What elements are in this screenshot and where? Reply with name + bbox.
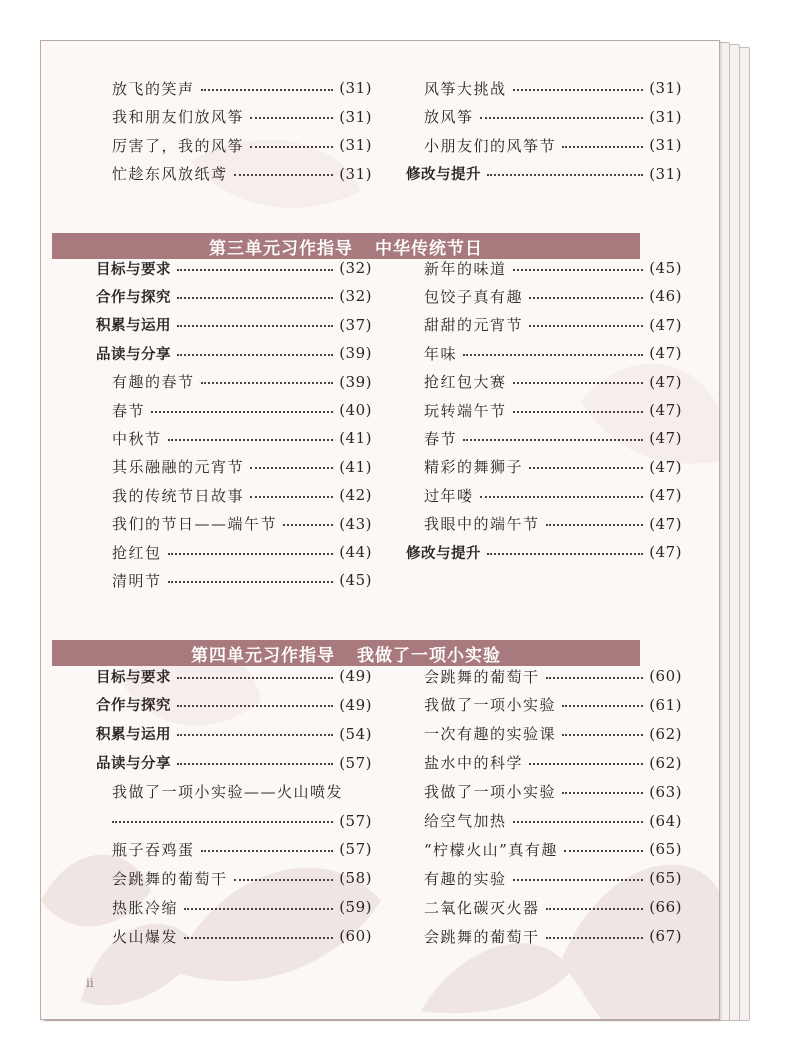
toc-entry-title: 包饺子真有趣 bbox=[424, 287, 524, 306]
toc-entry[interactable] bbox=[112, 482, 372, 508]
toc-entry-page: (47) bbox=[649, 429, 682, 448]
dot-leader bbox=[201, 88, 334, 91]
dot-leader bbox=[168, 438, 334, 441]
toc-entry-title: 精彩的舞狮子 bbox=[424, 458, 524, 477]
toc-entry-page: (49) bbox=[339, 667, 372, 685]
dot-leader bbox=[201, 849, 334, 852]
toc-entry[interactable] bbox=[112, 865, 372, 891]
dot-leader bbox=[463, 438, 643, 441]
toc-entry-title: 厉害了，我的风筝 bbox=[112, 136, 245, 155]
dot-leader bbox=[562, 791, 643, 794]
toc-entry[interactable] bbox=[112, 454, 372, 480]
toc-entry[interactable] bbox=[96, 692, 372, 718]
toc-entry-title: 给空气加热 bbox=[424, 812, 507, 830]
toc-entry[interactable] bbox=[112, 808, 372, 834]
dot-leader bbox=[177, 704, 333, 707]
dot-leader bbox=[250, 466, 333, 469]
dot-leader bbox=[177, 268, 333, 271]
toc-entry-page: (31) bbox=[339, 107, 372, 126]
toc-entry[interactable] bbox=[96, 663, 372, 689]
dot-leader bbox=[513, 410, 644, 413]
toc-entry[interactable] bbox=[424, 75, 682, 101]
toc-entry-page: (58) bbox=[339, 869, 372, 888]
dot-leader bbox=[463, 353, 643, 356]
toc-entry[interactable] bbox=[112, 425, 372, 451]
dot-leader bbox=[513, 820, 644, 823]
toc-entry-title: 其乐融融的元宵节 bbox=[112, 458, 245, 477]
dot-leader bbox=[177, 353, 333, 356]
toc-entry[interactable] bbox=[112, 397, 372, 423]
dot-leader bbox=[529, 324, 643, 327]
unit-banner-unit: 第三单元习作指导 bbox=[209, 238, 353, 259]
toc-entry-page: (57) bbox=[339, 811, 372, 830]
dot-leader bbox=[177, 762, 333, 765]
toc-entry-title: 积累与运用 bbox=[96, 318, 171, 335]
toc-entry[interactable] bbox=[424, 808, 682, 834]
toc-entry[interactable] bbox=[424, 923, 682, 949]
toc-entry[interactable] bbox=[112, 132, 372, 158]
toc-entry[interactable] bbox=[424, 721, 682, 747]
toc-entry-title: 目标与要求 bbox=[96, 261, 171, 278]
toc-entry[interactable] bbox=[424, 255, 682, 281]
toc-entry-page: (46) bbox=[649, 287, 682, 306]
toc-entry-title: 甜甜的元宵节 bbox=[424, 316, 524, 335]
toc-entry[interactable] bbox=[96, 255, 372, 281]
toc-entry-title: 二氧化碳灭火器 bbox=[424, 898, 540, 917]
unit-banner-topic: 我做了一项小实验 bbox=[357, 645, 501, 666]
toc-entry-page: (47) bbox=[649, 315, 682, 334]
dot-leader bbox=[529, 296, 643, 299]
toc-entry-page: (43) bbox=[339, 514, 372, 533]
toc-entry[interactable] bbox=[96, 750, 372, 776]
toc-entry-page: (44) bbox=[339, 543, 372, 561]
toc-entry-page: (47) bbox=[649, 514, 682, 533]
toc-entry[interactable] bbox=[406, 161, 682, 187]
dot-leader bbox=[168, 552, 334, 555]
toc-entry-page: (47) bbox=[649, 372, 682, 391]
toc-entry-title: 我做了一项小实验 bbox=[424, 696, 557, 715]
toc-entry[interactable] bbox=[424, 340, 682, 366]
toc-entry-page: (60) bbox=[339, 927, 372, 946]
dot-leader bbox=[562, 145, 643, 148]
toc-entry[interactable] bbox=[112, 104, 372, 130]
toc-entry-page: (31) bbox=[649, 79, 682, 97]
toc-entry-title: 有趣的实验 bbox=[424, 869, 507, 888]
toc-entry-page: (65) bbox=[649, 840, 682, 859]
toc-entry-page: (40) bbox=[339, 401, 372, 419]
dot-leader bbox=[234, 878, 334, 881]
toc-entry-page: (54) bbox=[339, 724, 372, 743]
dot-leader bbox=[562, 704, 643, 707]
toc-entry-page: (31) bbox=[339, 136, 372, 155]
toc-entry[interactable] bbox=[424, 283, 682, 309]
toc-entry[interactable] bbox=[112, 779, 372, 805]
toc-entry-title: 我们的节日——端午节 bbox=[112, 515, 278, 534]
toc-entry-page: (47) bbox=[649, 457, 682, 476]
toc-entry[interactable] bbox=[96, 312, 372, 338]
toc-entry-page: (66) bbox=[649, 898, 682, 917]
toc-entry-title: 小朋友们的风筝节 bbox=[424, 136, 557, 155]
toc-entry-page: (47) bbox=[649, 486, 682, 505]
toc-entry-page: (32) bbox=[339, 259, 372, 277]
toc-entry-page: (59) bbox=[339, 898, 372, 917]
toc-entry[interactable] bbox=[424, 692, 682, 718]
dot-leader bbox=[184, 936, 333, 939]
toc-entry-title: 中秋节 bbox=[112, 429, 162, 448]
toc-entry-page: (45) bbox=[649, 259, 682, 277]
toc-entry-title: 我的传统节日故事 bbox=[112, 486, 245, 505]
dot-leader bbox=[112, 820, 333, 823]
dot-leader bbox=[177, 324, 333, 327]
dot-leader bbox=[250, 495, 333, 498]
dot-leader bbox=[201, 381, 334, 384]
dot-leader bbox=[546, 936, 644, 939]
dot-leader bbox=[487, 173, 643, 176]
dot-leader bbox=[283, 523, 333, 526]
dot-leader bbox=[546, 676, 644, 679]
toc-entry-title: 放飞的笑声 bbox=[112, 79, 195, 98]
toc-entry-title: 瓶子吞鸡蛋 bbox=[112, 840, 195, 859]
page-number: ii bbox=[86, 976, 94, 990]
toc-entry-title: 热胀冷缩 bbox=[112, 898, 179, 917]
dot-leader bbox=[513, 268, 644, 271]
toc-entry-page: (65) bbox=[649, 869, 682, 888]
toc-entry-title: 积累与运用 bbox=[96, 727, 171, 744]
dot-leader bbox=[480, 116, 644, 119]
toc-entry[interactable] bbox=[424, 104, 682, 130]
toc-entry[interactable] bbox=[96, 283, 372, 309]
toc-entry-page: (47) bbox=[649, 543, 682, 561]
dot-leader bbox=[151, 410, 333, 413]
toc-entry-title: 春节 bbox=[112, 401, 146, 420]
toc-entry-page: (62) bbox=[649, 753, 682, 772]
dot-leader bbox=[529, 762, 643, 765]
toc-entry[interactable] bbox=[424, 894, 682, 920]
toc-entry-title: 春节 bbox=[424, 429, 458, 448]
toc-entry-page: (31) bbox=[339, 79, 372, 97]
toc-entry-page: (41) bbox=[339, 429, 372, 448]
toc-entry[interactable] bbox=[96, 340, 372, 366]
dot-leader bbox=[250, 116, 333, 119]
dot-leader bbox=[480, 495, 644, 498]
toc-entry-title: 合作与探究 bbox=[96, 289, 171, 306]
unit-banner-topic: 中华传统节日 bbox=[375, 238, 483, 259]
toc-entry-page: (49) bbox=[339, 695, 372, 714]
dot-leader bbox=[513, 88, 644, 91]
toc-entry-page: (39) bbox=[339, 344, 372, 363]
toc-entry-page: (64) bbox=[649, 811, 682, 830]
toc-entry[interactable] bbox=[112, 894, 372, 920]
toc-entry-title: 目标与要求 bbox=[96, 669, 171, 686]
toc-entry-page: (61) bbox=[649, 695, 682, 714]
toc-entry[interactable] bbox=[424, 397, 682, 423]
dot-leader bbox=[177, 676, 333, 679]
toc-entry-page: (62) bbox=[649, 724, 682, 743]
toc-entry[interactable] bbox=[112, 75, 372, 101]
toc-entry-page: (67) bbox=[649, 927, 682, 946]
toc-entry-title: 清明节 bbox=[112, 571, 162, 590]
toc-entry[interactable] bbox=[424, 511, 682, 537]
toc-entry-page: (31) bbox=[339, 164, 372, 183]
toc-entry[interactable] bbox=[112, 836, 372, 862]
toc-entry[interactable] bbox=[424, 482, 682, 508]
dot-leader bbox=[513, 381, 644, 384]
toc-entry[interactable] bbox=[112, 923, 372, 949]
dot-leader bbox=[177, 296, 333, 299]
toc-entry-title: 一次有趣的实验课 bbox=[424, 725, 557, 744]
toc-entry[interactable] bbox=[424, 312, 682, 338]
toc-entry-title: 盐水中的科学 bbox=[424, 754, 524, 773]
dot-leader bbox=[487, 552, 643, 555]
dot-leader bbox=[546, 907, 644, 910]
toc-entry-page: (45) bbox=[339, 571, 372, 590]
toc-entry-title: 合作与探究 bbox=[96, 698, 171, 715]
toc-entry-page: (41) bbox=[339, 457, 372, 476]
dot-leader bbox=[234, 173, 334, 176]
toc-entry-page: (63) bbox=[649, 782, 682, 801]
toc-entry[interactable] bbox=[424, 779, 682, 805]
dot-leader bbox=[546, 523, 644, 526]
toc-entry[interactable] bbox=[112, 539, 372, 565]
dot-leader bbox=[564, 849, 643, 852]
toc-entry-page: (32) bbox=[339, 287, 372, 306]
dot-leader bbox=[250, 145, 333, 148]
toc-entry-page: (57) bbox=[339, 840, 372, 859]
toc-entry-title: 年味 bbox=[424, 344, 458, 363]
toc-entry-page: (47) bbox=[649, 344, 682, 363]
toc-entry-title: “柠檬火山”真有趣 bbox=[424, 840, 558, 859]
toc-entry[interactable] bbox=[424, 836, 682, 862]
unit-banner-unit: 第四单元习作指导 bbox=[191, 645, 335, 666]
toc-entry-title: 过年喽 bbox=[424, 486, 474, 505]
toc-entry[interactable] bbox=[406, 539, 682, 565]
toc-entry-page: (42) bbox=[339, 486, 372, 505]
dot-leader bbox=[184, 907, 333, 910]
toc-entry[interactable] bbox=[424, 865, 682, 891]
toc-entry-title: 品读与分享 bbox=[96, 346, 171, 363]
toc-entry-page: (31) bbox=[649, 107, 682, 126]
toc-entry-page: (31) bbox=[649, 164, 682, 183]
toc-entry-page: (47) bbox=[649, 401, 682, 419]
toc-entry-title: 我眼中的端午节 bbox=[424, 515, 540, 534]
toc-entry[interactable] bbox=[424, 425, 682, 451]
toc-entry[interactable] bbox=[424, 750, 682, 776]
toc-entry-title: 我做了一项小实验 bbox=[424, 783, 557, 802]
toc-entry-title: 忙趁东风放纸鸢 bbox=[112, 165, 228, 184]
toc-entry[interactable] bbox=[112, 511, 372, 537]
toc-entry-title: 新年的味道 bbox=[424, 259, 507, 278]
toc-entry[interactable] bbox=[424, 454, 682, 480]
toc-entry-title: 会跳舞的葡萄干 bbox=[112, 869, 228, 888]
toc-entry-title: 火山爆发 bbox=[112, 927, 179, 946]
toc-entry[interactable] bbox=[112, 567, 372, 593]
toc-entry[interactable] bbox=[424, 132, 682, 158]
dot-leader bbox=[349, 792, 366, 793]
toc-entry-title: 玩转端午节 bbox=[424, 401, 507, 420]
toc-entry-page: (39) bbox=[339, 372, 372, 391]
toc-entry[interactable] bbox=[112, 369, 372, 395]
toc-entry-title: 修改与提升 bbox=[406, 545, 481, 562]
toc-entry-title: 抢红包 bbox=[112, 543, 162, 562]
dot-leader bbox=[529, 466, 643, 469]
toc-entry-title: 我做了一项小实验——火山喷发 bbox=[112, 783, 344, 802]
toc-entry-page: (60) bbox=[649, 667, 682, 685]
toc-entry-title: 风筝大挑战 bbox=[424, 79, 507, 98]
toc-entry-title: 品读与分享 bbox=[96, 756, 171, 773]
toc-entry[interactable] bbox=[424, 663, 682, 689]
toc-entry-page: (57) bbox=[339, 753, 372, 772]
toc-entry-title: 我和朋友们放风筝 bbox=[112, 108, 245, 127]
toc-entry-title: 有趣的春节 bbox=[112, 373, 195, 392]
dot-leader bbox=[562, 733, 643, 736]
dot-leader bbox=[168, 580, 334, 583]
toc-entry-title: 放风筝 bbox=[424, 108, 474, 127]
dot-leader bbox=[177, 733, 333, 736]
toc-entry-title: 抢红包大赛 bbox=[424, 373, 507, 392]
toc-entry[interactable] bbox=[96, 721, 372, 747]
toc-entry[interactable] bbox=[424, 369, 682, 395]
toc-entry-page: (31) bbox=[649, 136, 682, 155]
toc-entry-title: 会跳舞的葡萄干 bbox=[424, 927, 540, 946]
toc-entry-page: (37) bbox=[339, 315, 372, 334]
toc-entry-title: 会跳舞的葡萄干 bbox=[424, 667, 540, 686]
toc-entry[interactable] bbox=[112, 161, 372, 187]
dot-leader bbox=[513, 878, 644, 881]
toc-entry-title: 修改与提升 bbox=[406, 167, 481, 184]
